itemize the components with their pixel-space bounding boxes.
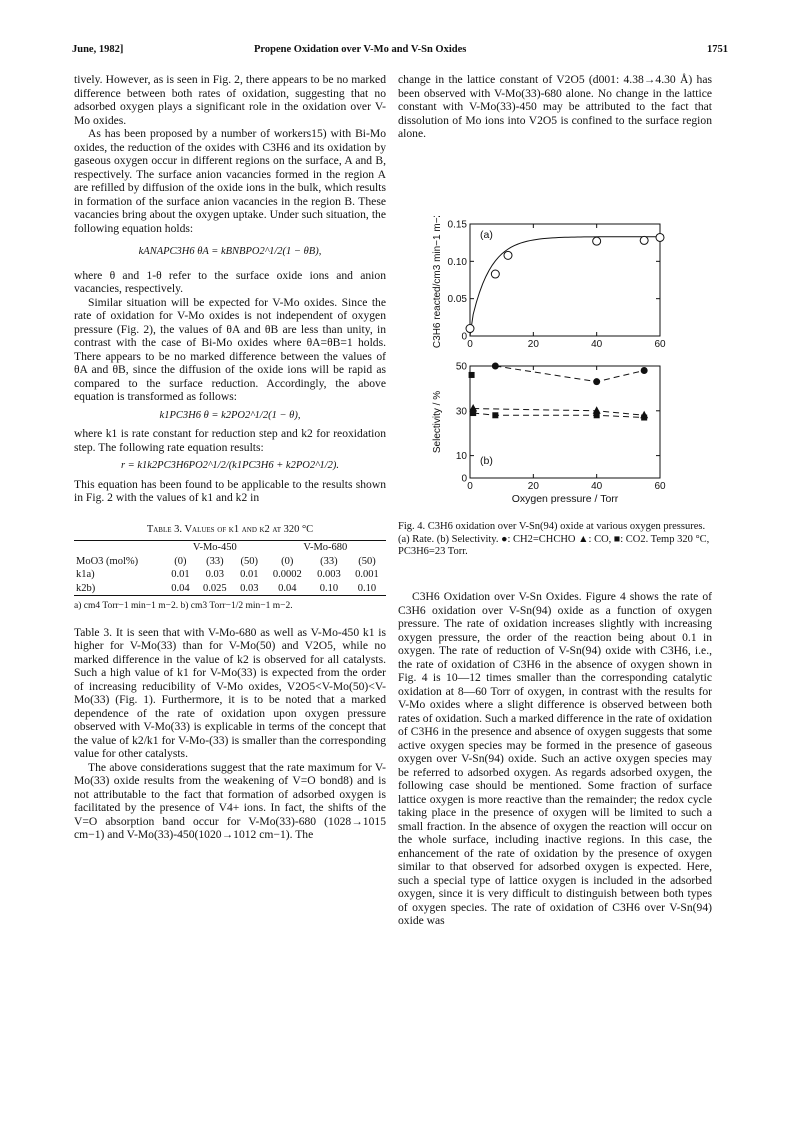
- right-column-bottom: [398, 590, 712, 928]
- plot-frame: [470, 224, 660, 336]
- table-cell: 0.01: [171, 569, 190, 580]
- running-header: [72, 44, 728, 60]
- y-axis-label: C3H6 reacted/cm3 min−1 m−2: [432, 216, 443, 349]
- table-cell: (0): [281, 555, 294, 567]
- table-cell: 0.10: [357, 582, 377, 594]
- table-corner: [74, 541, 165, 555]
- paragraph: This equation has been found to be applicable to the results shown in Fig. 2 with the values of k1 and k2 in: [74, 477, 386, 504]
- x-tick-label: 0: [467, 481, 473, 492]
- selectivity-dashed-line: [473, 409, 644, 416]
- table-cell: 0.03: [205, 569, 225, 580]
- y-tick-label: 0: [461, 473, 467, 485]
- y-tick-label: 0.15: [447, 219, 467, 231]
- y-tick-label: 30: [455, 406, 467, 418]
- rate-point: [504, 251, 512, 259]
- figure-caption-title: Fig. 4. C3H6 oxidation over V-Sn(94) oxide at various oxygen pressures.: [398, 521, 706, 532]
- header-title: Propene Oxidation over V-Mo and V-Sn Oxides: [254, 44, 467, 55]
- x-tick-label: 20: [527, 481, 539, 492]
- rate-point: [640, 236, 648, 244]
- co2-point: [641, 415, 647, 421]
- paragraph: change in the lattice constant of V2O5 (d001: 4.38→4.30 Å) has been observed with V-Mo(33)-680 alone. No change in the lattice constant with V-Mo(33)-450 may be attributed to the fact that dissolution of Mo ions into V2O5 is confined to the surface region alone.: [398, 73, 712, 140]
- table-cell: 0.0002: [272, 569, 302, 580]
- y-tick-label: 50: [455, 361, 467, 373]
- panel-label: (b): [480, 455, 493, 467]
- panel-a: [432, 216, 666, 350]
- y-axis-label: Selectivity / %: [432, 390, 443, 454]
- rate-curve: [470, 237, 660, 336]
- rate-point: [466, 325, 474, 333]
- panel-label: (a): [480, 229, 493, 241]
- table-group-header: V-Mo-680: [303, 542, 348, 553]
- co2-point: [470, 410, 476, 416]
- table-cell: (0): [174, 555, 187, 567]
- table-cell: 0.003: [317, 569, 341, 580]
- y-tick-label: 0.05: [447, 294, 467, 306]
- table-row-header: MoO3 (mol%): [76, 555, 139, 567]
- y-tick-label: 10: [455, 451, 467, 463]
- table-footnote: a) cm4 Torr−1 min−1 m−2. b) cm3 Torr−1/2 min−1 m−2.: [74, 601, 293, 611]
- table-row-header: k1a): [76, 569, 95, 580]
- y-tick-label: 0.10: [447, 256, 467, 268]
- x-tick-label: 40: [591, 339, 603, 350]
- co2-point: [469, 372, 475, 378]
- rate-point: [593, 237, 601, 245]
- equation: k1PC3H6 θ = k2PO2^1/2(1 − θ),: [159, 409, 301, 421]
- table-caption: Table 3. Values of k1 and k2 at 320 °C: [146, 523, 314, 535]
- equation: r = k1k2PC3H6PO2^1/2/(k1PC3H6 + k2PO2^1/2).: [120, 460, 340, 471]
- table-cell: (33): [206, 555, 224, 567]
- table-cell: 0.01: [240, 569, 259, 580]
- table-row: [74, 568, 386, 582]
- table-3: [74, 540, 386, 596]
- panel-b: [432, 362, 666, 506]
- x-tick-label: 60: [654, 481, 666, 492]
- co2-point: [492, 412, 498, 418]
- table-cell: (50): [240, 555, 258, 567]
- right-column-top: [398, 73, 712, 141]
- table-cell: 0.03: [240, 582, 259, 594]
- paragraph: tively. However, as is seen in Fig. 2, there appears to be no marked difference between both rates of oxidation, suggesting that no adsorbed oxygen plays a significant role in the oxidation over V-Mo oxides.: [74, 73, 386, 127]
- plot-frame: [470, 366, 660, 478]
- table-cell: 0.001: [355, 569, 379, 580]
- acrolein-point: [641, 367, 648, 374]
- rate-point: [656, 233, 664, 241]
- table-cell: 0.04: [278, 582, 297, 594]
- rate-point: [491, 270, 499, 278]
- figure-4: [430, 216, 690, 516]
- paragraph: C3H6 Oxidation over V-Sn Oxides. Figure 4 shows the rate of C3H6 oxidation over V-Sn(94) oxide as a function of oxygen pressure. The rate of oxidation increases slightly with increasing oxygen pressure, the order of the reaction being about 0.1 in oxygen. The rate of reduction of V-Sn(94) oxide with C3H6, i.e., the rate of oxidation of C3H6 in the absence of oxygen shown in Fig. 4 is 10—12 times smaller than the corresponding catalytic oxidation at 8—60 Torr of oxygen, in contrast with the results for V-Mo oxides where a slight difference is observed between both rates of oxidation. Such a marked difference in the rate of oxidation of C3H6 in the presence and absence of oxygen suggests that some active oxygen species may be formed in the presence of gaseous oxygen over V-Sn(94) oxide. Such an active oxygen species may be referred to adsorbed oxygen. As regards adsorbed oxygen, the following case should be mentioned. Some fraction of surface lattice oxygen is more reactive than the remainder; the redox cycle taking place in the presence of oxygen will be limited to such a small fraction. In the absence of oxygen the reaction will occur on the whole surface, including inactive regions. In this case, the enhancement of the rate of oxidation by the presence of oxygen similar to that observed for adsorbed oxygen is expected. Here, such a special type of lattice oxygen is included in the adsorbed oxygen, since it is very difficult to distinguish between both types of oxygen species. The rate of oxidation of C3H6 over V-Sn(94) oxide was: [398, 590, 712, 927]
- acrolein-point: [492, 363, 499, 370]
- paragraph: Table 3. It is seen that with V-Mo-680 as well as V-Mo-450 k1 is higher for V-Mo(33) than for V-Mo(50) and V2O5, while no marked difference in the value of k2 is observed for all catalysts. Such a high value of k1 for V-Mo(33) is expected from the order of increasing reducibility of V-Mo oxides, V2O5<V-Mo(50)<V-Mo(33) (Fig. 1). Furthermore, it is to be noted that a marked dependence of the rate of oxidation upon oxygen pressure observed with V-Mo(33) is explicable in terms of the concept that the value of k2/k1 for V-Mo-(33) is smaller than the corresponding value for other catalysts.: [74, 625, 386, 760]
- x-tick-label: 0: [467, 339, 473, 350]
- header-page-number: 1751: [707, 44, 728, 55]
- left-column: [74, 73, 386, 842]
- paragraph: where k1 is rate constant for reduction step and k2 for reoxidation step. The following rate equation results:: [74, 427, 386, 454]
- selectivity-dashed-line: [495, 366, 644, 382]
- x-axis-label: Oxygen pressure / Torr: [511, 493, 619, 505]
- figure-caption-body: (a) Rate. (b) Selectivity. ●: CH2=CHCHO ▲: CO, ■: CO2. Temp 320 °C, PC3H6=23 Torr.: [398, 533, 710, 557]
- equation: kANAPC3H6 θA = kBNBPO2^1/2(1 − θB),: [138, 246, 322, 257]
- table-cell: (50): [358, 555, 376, 567]
- acrolein-point: [593, 378, 600, 385]
- x-tick-label: 40: [591, 481, 603, 492]
- x-tick-label: 60: [654, 339, 666, 350]
- y-tick-label: 0: [461, 331, 467, 343]
- paragraph: Similar situation will be expected for V-Mo oxides. Since the rate of oxidation for V-Mo oxides is not independent of oxygen pressure (Fig. 2), the values of θA and θB are less than unity, in contrast with the case of Bi-Mo oxides where θA=θB=1 holds. There appears to be no marked difference between the values of θA and θB, since the diffusion of the oxide ions will be rapid as compared to the surface reduction. Accordingly, the above equation is transformed as follows:: [74, 295, 386, 403]
- figure-caption: [398, 521, 712, 559]
- table-row: [74, 582, 386, 596]
- co2-point: [594, 412, 600, 418]
- x-tick-label: 20: [527, 339, 539, 350]
- table-cell: 0.10: [319, 582, 339, 594]
- table-group-header: V-Mo-450: [192, 542, 237, 553]
- header-date: June, 1982]: [72, 44, 124, 55]
- table-cell: 0.025: [203, 582, 227, 594]
- figure-4-svg: [430, 216, 690, 516]
- paragraph: The above considerations suggest that the rate maximum for V-Mo(33) oxide results from the weakening of V=O bond8) and is not attributable to the fact that formation of adsorbed oxygen is facilitated by the presence of V4+ ions. In fact, the shifts of the V=O absorption band occur for V-Mo(33)-680 (1028→1015 cm−1) and V-Mo(33)-450(1020→1012 cm−1). The: [74, 760, 386, 841]
- paragraph: where θ and 1-θ refer to the surface oxide ions and anion vacancies, respectively.: [74, 268, 386, 295]
- selectivity-dashed-line: [473, 413, 644, 417]
- table-cell: 0.04: [171, 582, 190, 594]
- table-row-header: k2b): [76, 582, 96, 594]
- paragraph: As has been proposed by a number of workers15) with Bi-Mo oxides, the reduction of the oxides with C3H6 and its oxidation by gaseous oxygen occur in different regions on the surface, A and B, respectively. The surface anion vacancies formed in the region A are refilled by diffusion of the oxide ions in the bulk, which results in formation of the surface anion vacancies in the region B. These vacancies bring about the oxygen uptake. Under such situation, the following equation holds:: [74, 127, 386, 235]
- table-cell: (33): [320, 555, 338, 567]
- table-row: [74, 555, 386, 569]
